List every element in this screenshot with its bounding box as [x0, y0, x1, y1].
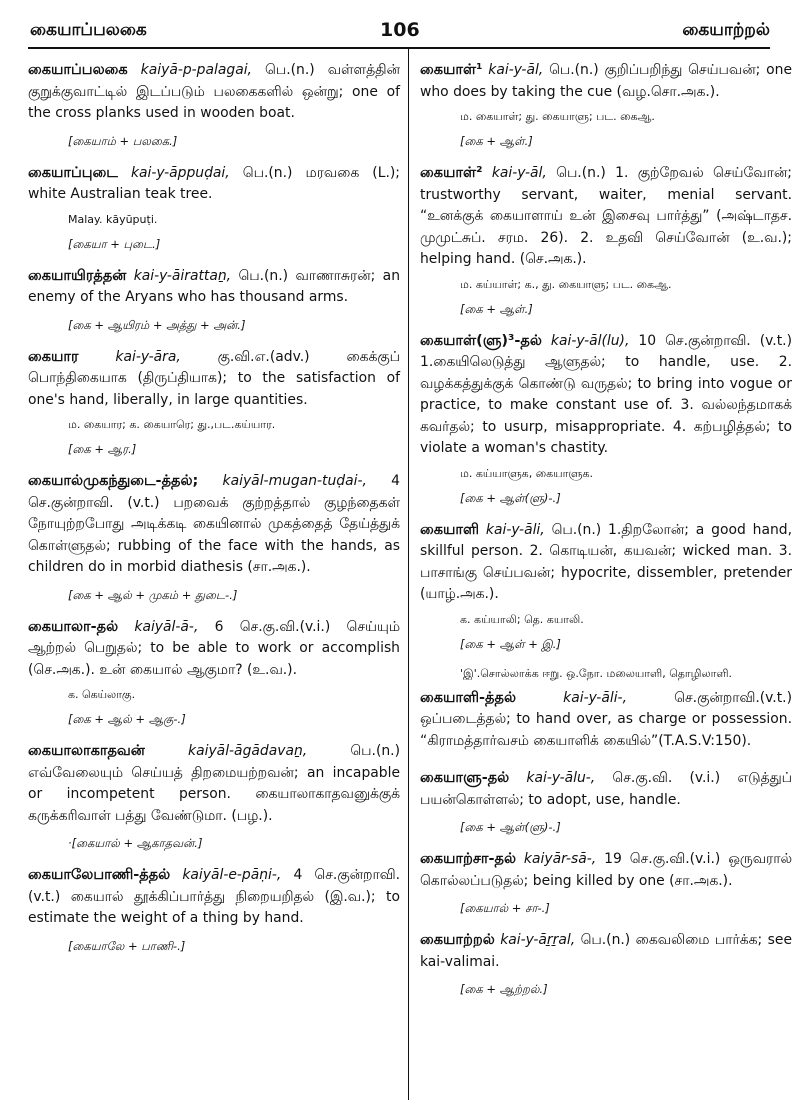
definition: செ.குன்றாவி.(v.t.) ஒப்படைத்தல்; to hand over, as charge or possession. “கிராமத்தார்வசம் கையாளிக் கையில்”(T.A.S.V:150). — [420, 689, 792, 749]
right-column — [420, 60, 792, 1011]
headword: கையாற்றல் — [420, 932, 495, 948]
definition: பெ.(n.) 1. குற்றேவல் செய்வோன்; trustworthy servant, waiter, menial servant. “உனக்குக் கையாளாய் உன் இசைவு பார்த்து” (அஷ்டாதச. முமுட்சுப். சரம. 26). 2. உதவி செய்வோன் (உ.வ.); helping hand. (செ.அக.). — [420, 165, 792, 267]
definition: பெ.(n.) கைவலிமை பார்க்க; see kai-valimai. — [420, 932, 793, 970]
header-rule — [28, 47, 770, 49]
etymology: [கை + ஆள்(ளு)-.] — [460, 490, 561, 505]
dictionary-entry — [420, 60, 792, 103]
dictionary-entry — [420, 688, 792, 753]
dictionary-entry — [420, 849, 792, 892]
header-left-guideword: கையாப்பலகை — [30, 20, 147, 40]
headword: கையாப்பலகை — [28, 62, 128, 78]
etymology: [கை + ஆள் + இ.] — [460, 636, 561, 651]
cognate-note: 'இ'.சொல்லாக்க ஈறு. ஒ.நோ. மலையாளி, தொழிலாளி. — [460, 666, 733, 680]
column-divider — [408, 48, 409, 1100]
dictionary-entry — [420, 520, 792, 606]
dictionary-entry — [28, 471, 400, 579]
dictionary-entry — [28, 741, 400, 827]
definition: கு.வி.எ.(adv.) கைக்குப் பொந்திகையாக (திருப்தியாக); to the satisfaction of one's hand, liberally, in large quantities. — [28, 348, 400, 408]
definition: செ.கு.வி. (v.i.) எடுத்துப் பயன்கொள்ளல்; to adopt, use, handle. — [420, 770, 792, 808]
transliteration: kai-y-āl, — [482, 62, 550, 78]
spacer — [420, 758, 792, 768]
etymology: [கை + ஆற்றல்.] — [460, 982, 548, 996]
page-number: 106 — [380, 19, 420, 41]
transliteration: kai-y-āl(lu), — [541, 332, 639, 349]
cognate-note: Malay. kāyūpuṭi. — [68, 212, 158, 226]
etymology: [கை + ஆர.] — [68, 442, 137, 456]
headword: கையார — [28, 348, 79, 365]
dictionary-entry — [420, 768, 792, 811]
etymology: [கை + ஆல் + ஆகு-.] — [68, 712, 186, 726]
etymology: [கையா + புடை.] — [68, 236, 161, 251]
headword: கையாளி-த்தல் — [420, 689, 516, 706]
transliteration: kai-y-āppuḍai, — [117, 164, 243, 181]
headword: கையாள்² — [420, 165, 483, 181]
etymology: [கை + ஆள்(ளு)-.] — [460, 820, 561, 834]
definition: 10 செ.குன்றாவி. (v.t.) 1.கையிலெடுத்து ஆளுதல்; to handle, use. 2. வழக்கத்துக்குக் கொண்டு வருதல்; to bring into vogue or practice, to make constant use of. 3. வல்லந்தமாகக் கவர்தல்; to usurp, misappropriate. 4. கற்பழித்தல்; to violate a woman's chastity. — [420, 332, 792, 456]
transliteration: kaiyāl-e-pāṇi-, — [170, 867, 294, 883]
headword: கையாப்புடை — [28, 164, 118, 181]
dictionary-entry — [28, 347, 400, 412]
left-column — [28, 60, 400, 968]
header-right-guideword: கையாற்றல் — [682, 20, 770, 40]
transliteration: kai-y-āṟṟal, — [494, 932, 581, 948]
headword: கையாள்(ளு)³-தல் — [420, 332, 542, 349]
cognate-note: ம. கய்யாளுக, கையாளுக. — [460, 466, 594, 480]
definition: பெ.(n.) குறிப்பறிந்து செய்பவன்; one who does by taking the cue (வழ.சொ.அக.). — [420, 62, 792, 100]
cognate-note: ம. கையாள்; து. கையாளு; பட. கைஆ. — [460, 110, 655, 123]
dictionary-entry — [420, 331, 792, 460]
transliteration: kai-y-āli, — [479, 521, 552, 538]
cognate-note: ம. கையார; க. கையாரெ; து.,பட.கய்யார. — [68, 418, 276, 431]
definition: 4 செ.குன்றாவி. (v.t.) பறவைக் குற்றத்தால் குழந்தைகள் நோயுற்றபோது அடிக்கடி கையினால் முகத்தைத் தேய்த்துக் கொள்ளுதல்; rubbing of the face with the hands, as children do in morbid diathesis (சா.அக.). — [28, 473, 400, 575]
transliteration: kaiyāl-mugan-tuḍai-, — [198, 473, 392, 489]
etymology: [கை + ஆயிரம் + அத்து + அன்.] — [68, 317, 246, 332]
dictionary-entry — [28, 163, 400, 206]
cognate-note: க. கய்யாலி; தெ. கயாலி. — [460, 612, 584, 626]
transliteration: kai-y-āirattaṉ, — [126, 267, 239, 284]
definition: 19 செ.கு.வி.(v.i.) ஒருவரால் கொல்லப்படுதல்; being killed by one (சா.அக.). — [420, 851, 792, 889]
definition: 4 செ.குன்றாவி.(v.t.) கையால் தூக்கிப்பார்த்து நிறையறிதல் (இ.வ.); to estimate the weight of a thing by hand. — [28, 867, 400, 926]
headword: கையாலேபாணி-த்தல் — [28, 867, 171, 883]
definition: பெ.(n.) வள்ளத்தின் குறுக்குவாட்டில் இடப்படும் பலகைகளில் ஒன்று; one of the cross planks used in wooden boat. — [28, 62, 400, 121]
transliteration: kaiyāl-ā-, — [118, 618, 215, 635]
etymology: [கையால் + சா-.] — [460, 901, 550, 915]
headword: கையாயிரத்தன் — [28, 267, 127, 284]
transliteration: kaiyār-sā-, — [515, 851, 605, 867]
etymology: [கை + ஆள்.] — [460, 301, 533, 316]
headword: கையாளி — [420, 521, 480, 538]
etymology: [கையாலே + பாணி-.] — [68, 938, 186, 953]
headword: கையாலாகாதவன் — [28, 743, 145, 759]
definition: பெ.(n.) எவ்வேலையும் செய்யத் திறமையற்றவன்; an incapable or incompetent person. கையாலாகாதவனுக்குக் கருக்கரிவாள் பத்து வேண்டுமா. (பழ.). — [28, 743, 400, 824]
etymology: ·[கையால் + ஆகாதவன்.] — [68, 836, 203, 850]
page-header — [0, 0, 800, 48]
transliteration: kai-y-ālu-, — [509, 770, 613, 786]
headword: கையாலா-தல் — [28, 618, 119, 635]
definition: பெ.(n.) 1.திறலோன்; a good hand, skillful person. 2. கொடியன், கயவன்; wicked man. 3. பாசாங்கு செய்பவன்; hypocrite, dissembler, pretender (யாழ்.அக.). — [420, 521, 792, 602]
etymology: [கையாம் + பலகை.] — [68, 133, 178, 148]
transliteration: kai-y-āli-, — [515, 689, 675, 706]
headword: கையாள்¹ — [420, 62, 483, 78]
transliteration: kai-y-āl, — [482, 165, 557, 181]
headword: கையாற்சா-தல் — [420, 851, 516, 867]
dictionary-entry — [28, 266, 400, 309]
dictionary-entry — [420, 930, 792, 973]
definition: பெ.(n.) மரவகை (L.); white Australian teak tree. — [28, 164, 400, 202]
dictionary-entry — [28, 617, 400, 682]
etymology: [கை + ஆல் + முகம் + துடை-.] — [68, 587, 238, 602]
dictionary-entry — [28, 865, 400, 930]
cognate-note: ம. கய்யாள்; க., து. கையாளு; பட. கைஆ. — [460, 277, 672, 291]
dictionary-entry — [28, 60, 400, 125]
definition: 6 செ.கு.வி.(v.i.) செய்யும் ஆற்றல் பெறுதல்; to be able to work or accomplish (செ.அக.). உன் கையால் ஆகுமா? (உ.வ.). — [28, 618, 401, 678]
dictionary-entry — [420, 163, 792, 271]
transliteration: kaiyā-p-palagai, — [127, 62, 266, 78]
cognate-note: க. கெய்லாகு. — [68, 688, 136, 701]
headword: கையால்முகந்துடை-த்தல்; — [28, 473, 199, 489]
definition: பெ.(n.) வாணாசுரன்; an enemy of the Aryans who has thousand arms. — [28, 267, 400, 305]
headword: கையாளு-தல் — [420, 770, 510, 786]
transliteration: kai-y-āra, — [78, 348, 218, 365]
etymology: [கை + ஆள்.] — [460, 134, 533, 148]
transliteration: kaiyāl-āgādavaṉ, — [144, 743, 351, 759]
